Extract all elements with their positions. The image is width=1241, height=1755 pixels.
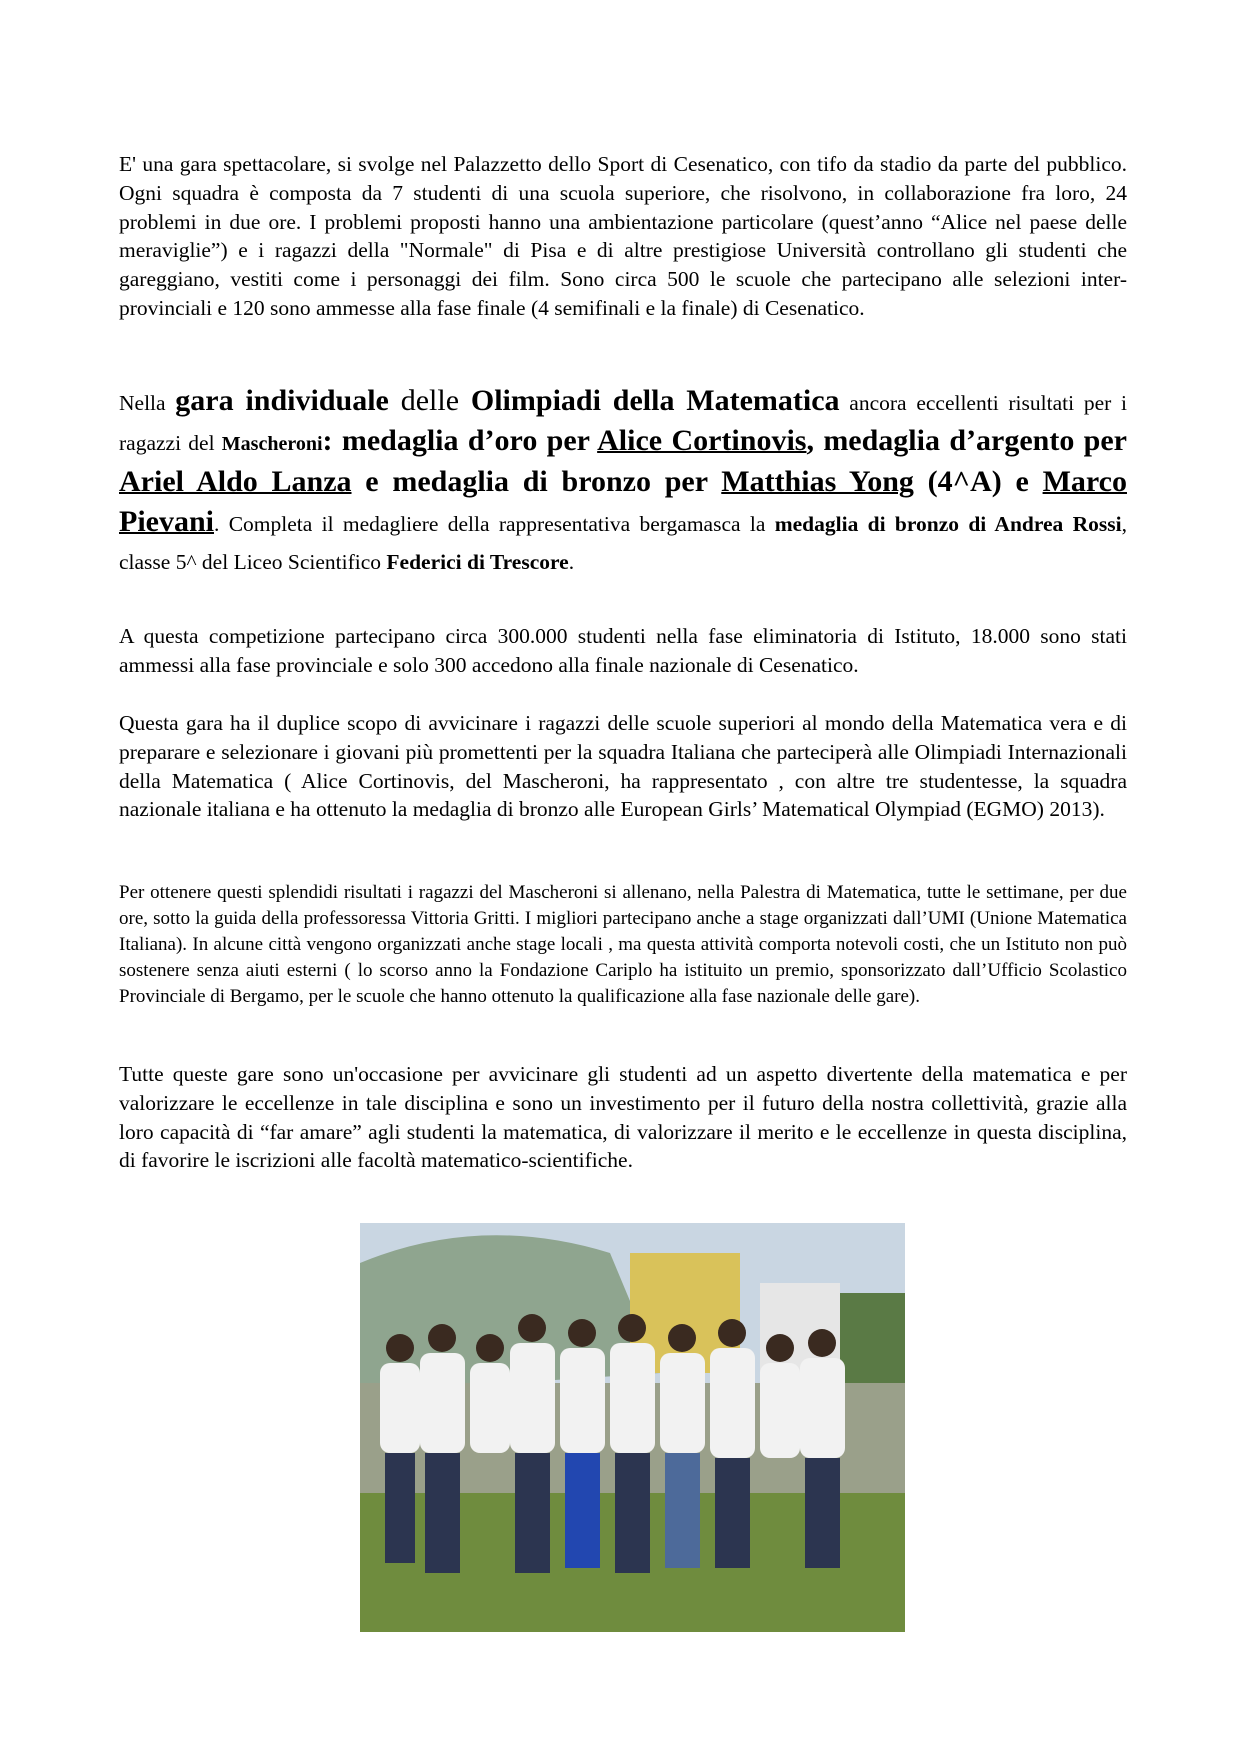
text: . Completa il medagliere della rappresentativa bergamasca la [214,512,775,536]
bold-text: gara individuale [175,384,389,417]
text: . [568,550,575,574]
school-name: Mascheroni [221,433,323,455]
paragraph-competition: E' una gara spettacolare, si svolge nel Palazzetto dello Sport di Cesenatico, con tifo da stadio da parte del pubblico. Ogni squadra è composta da 7 studenti di una scuola superiore, che risolvono, in collaborazione fra loro, 24 problemi in due ore. I problemi proposti hanno una ambientazione particolare (quest’anno “Alice nel paese delle meraviglie”) e i ragazzi della "Normale" di Pisa e di altre prestigiose Università controllano gli studenti che gareggiano, vestiti come i personaggi dei film. Sono circa 500 le scuole che partecipano alle selezioni inter-provinciali e 120 sono ammesse alla fase finale (4 semifinali e la finale) di Cesenatico. [119,152,1127,320]
gold-medal-text: medaglia d’oro per [341,424,598,457]
paragraph-participation: A questa competizione partecipano circa 300.000 studenti nella fase eliminatoria di Istituto, 18.000 sono stati ammessi alla fase provinciale e solo 300 accedono alla finale nazionale di Cesenatico. [119,624,1127,677]
student-name: Marco Pievani [119,465,1127,538]
silver-medal-text: , medaglia d’argento per [806,424,1127,457]
text: Nella [119,391,176,415]
paragraph-individual-results [119,382,1127,581]
student-name: Alice Cortinovis [597,424,807,457]
team-photo-image [360,1223,905,1632]
paragraph-purpose: Questa gara ha il duplice scopo di avvicinare i ragazzi delle scuole superiori al mondo della Matematica vera e di preparare e selezionare i giovani più promettenti per la squadra Italiana che parteciperà alle Olimpiadi Internazionali della Matematica ( Alice Cortinovis, del Mascheroni, ha rappresentato , con altre tre studentesse, la squadra nazionale italiana e ha ottenuto la medaglia di bronzo alle European Girls’ Matematical Olympiad (EGMO) 2013). [119,711,1127,822]
team-photo [360,1223,905,1632]
bold-text: medaglia di bronzo di Andrea Rossi [774,512,1122,536]
text: ancora eccellenti risultati per i ragazzi del [119,391,1127,455]
bronze-medal-text: e medaglia di bronzo per [351,465,722,498]
school-name: Federici di Trescore [386,550,569,574]
student-name: Matthias Yong [721,465,914,498]
text: : [322,424,342,457]
bold-text: Olimpiadi della Matematica [470,384,840,417]
paragraph-training: Per ottenere questi splendidi risultati i ragazzi del Mascheroni si allenano, nella Palestra di Matematica, tutte le settimane, per due ore, sotto la guida della professoressa Vittoria Gritti. I migliori partecipano anche a stage organizzati dall’UMI (Unione Matematica Italiana). In alcune città vengono organizzati anche stage locali , ma questa attività comporta notevoli costi, che un Istituto non può sostenere senza aiuti esterni ( lo scorso anno la Fondazione Cariplo ha istituito un premio, sponsorizzato dall’Ufficio Scolastico Provinciale di Bergamo, per le scuole che hanno ottenuto la qualificazione alla fase nazionale delle gare). [119,882,1127,1007]
text: delle [388,384,471,417]
student-name: Ariel Aldo Lanza [119,465,352,498]
text: , classe 5^ del Liceo Scientifico [119,512,1127,574]
paragraph-conclusion: Tutte queste gare sono un'occasione per avvicinare gli studenti ad un aspetto divertente della matematica e per valorizzare le eccellenze in tale disciplina e sono un investimento per il futuro della nostra collettività, grazie alla loro capacità di “far amare” agli studenti la matematica, di valorizzare il merito e le eccellenze in questa disciplina, di favorire le iscrizioni alle facoltà matematico-scientifiche. [119,1062,1127,1173]
text: (4^A) e [913,465,1043,498]
